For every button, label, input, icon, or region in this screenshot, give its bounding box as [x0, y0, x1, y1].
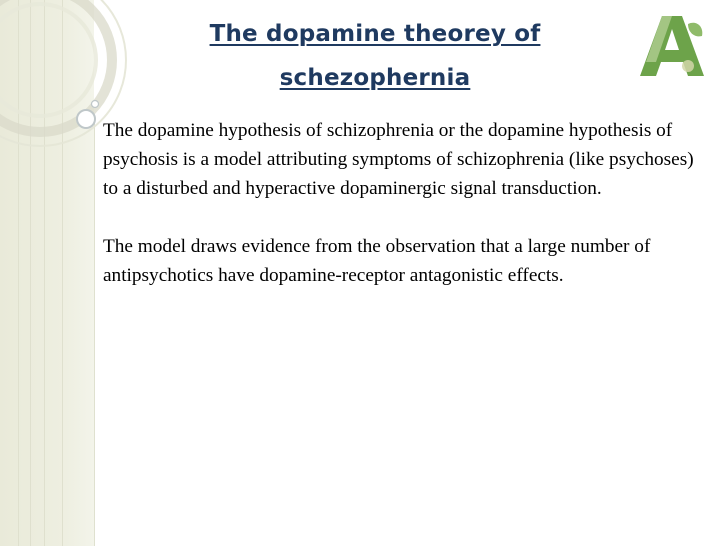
body-paragraph-1: The dopamine hypothesis of schizophrenia or the dopamine hypothesis of psychosis is a model attributing symptoms of schizophrenia (like psychoses) to a disturbed and hyperactive dopaminergic signal transduction.	[103, 120, 694, 199]
slide-title	[190, 12, 560, 100]
letter-a-leaf-logo-icon	[636, 10, 708, 80]
slide-body	[103, 116, 703, 290]
inner-ring	[0, 4, 96, 116]
tiny-ring-bullet	[92, 101, 99, 108]
title-line-2: schezophernia	[279, 65, 471, 91]
logo-fruit	[682, 60, 694, 72]
logo-leaf	[688, 23, 702, 37]
body-paragraph-2: The model draws evidence from the observation that a large number of antipsychotics have dopamine-receptor antagonistic effects.	[103, 236, 651, 286]
title-line-1: The dopamine theorey of	[209, 21, 541, 47]
small-ring-bullet	[77, 110, 95, 128]
